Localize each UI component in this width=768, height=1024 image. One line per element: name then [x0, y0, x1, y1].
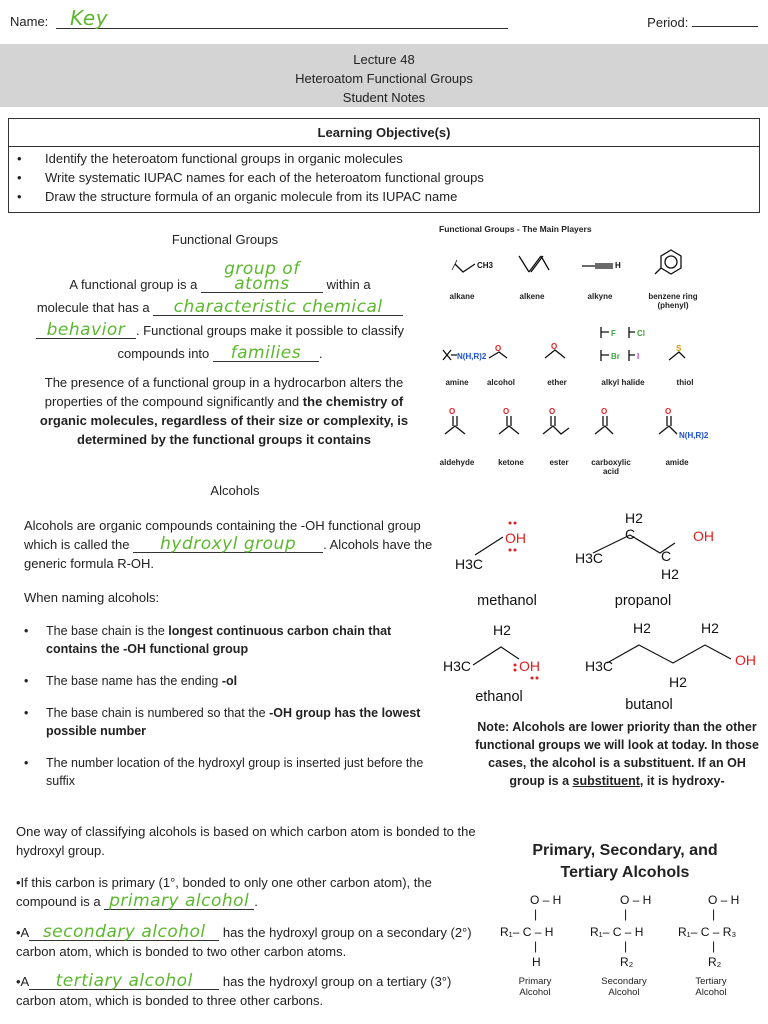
- name-row: [10, 6, 758, 34]
- atom-label: H2: [701, 620, 719, 636]
- fg-label-amide: amide: [665, 458, 689, 467]
- learning-objectives-box: [8, 118, 760, 213]
- objective-item: • Draw the structure formula of an organic molecule from its IUPAC name: [17, 187, 759, 206]
- pst-title-line: Tertiary Alcohols: [560, 864, 690, 881]
- atom-label: I: [637, 352, 640, 361]
- tertiary-definition: [16, 972, 486, 1010]
- fill-blank: [29, 922, 219, 942]
- atom-label: H2: [625, 510, 643, 526]
- atom-label: F: [611, 329, 616, 338]
- fg-label-halide: alkyl halide: [601, 378, 645, 387]
- alcohol-structures-figure: [435, 505, 768, 735]
- atom-label: C: [625, 526, 636, 542]
- name-label: Name:: [10, 14, 49, 29]
- svg-text:R₁– C – H: R₁– C – H: [590, 925, 644, 939]
- atom-label: OH: [735, 652, 756, 668]
- fg-label-alkane: alkane: [449, 292, 475, 301]
- text-span: The base name has the ending: [46, 674, 222, 688]
- primary-secondary-tertiary-figure: [490, 832, 760, 1022]
- text-span: molecule that has a: [36, 300, 150, 315]
- lecture-subtitle: Student Notes: [342, 90, 426, 105]
- naming-rule: [24, 672, 424, 690]
- fg-figure-title: Functional Groups - The Main Players: [439, 224, 592, 234]
- naming-rule: [24, 704, 424, 740]
- text-span: , it is hydroxy-: [639, 774, 725, 788]
- atom-label: OH: [693, 528, 714, 544]
- secondary-definition: [16, 923, 486, 961]
- fg-label-ketone: ketone: [498, 458, 524, 467]
- underlined-text: substituent: [572, 774, 640, 788]
- svg-text:O – H: O – H: [530, 893, 562, 907]
- molecule-name: propanol: [614, 593, 672, 609]
- svg-text:|: |: [624, 907, 628, 921]
- learning-objectives-title: Learning Objective(s): [9, 119, 759, 147]
- alcohols-heading: Alcohols: [210, 483, 260, 498]
- priority-note: [472, 718, 762, 790]
- naming-intro: When naming alcohols:: [24, 590, 160, 605]
- atom-label: H3C: [443, 658, 472, 674]
- molecule-name: ethanol: [475, 689, 523, 705]
- fg-label-aldehyde: aldehyde: [439, 458, 475, 467]
- atom-label: H2: [633, 620, 651, 636]
- text-span: The presence of a functional group in a hydrocarbon alters the properties of the compound significantly and: [44, 375, 404, 409]
- period-blank: [692, 14, 758, 27]
- functional-groups-heading: Functional Groups: [171, 232, 279, 247]
- text-span: .: [254, 894, 258, 909]
- fg-structures: [435, 222, 725, 482]
- atom-label: Br: [611, 352, 620, 361]
- atom-label: CH3: [477, 261, 494, 270]
- svg-text:R₁– C – R₃: R₁– C – R₃: [678, 925, 737, 939]
- handwritten-answer: secondary alcohol: [42, 922, 206, 942]
- svg-text:|: |: [712, 939, 716, 953]
- period-field[interactable]: [647, 14, 758, 30]
- fg-label-alkene: alkene: [519, 292, 545, 301]
- pst-label-primary: Primary Alcohol: [518, 976, 552, 998]
- pst-label-tertiary: Tertiary Alcohol: [695, 976, 727, 998]
- svg-text:|: |: [624, 939, 628, 953]
- naming-rules-list: [24, 622, 424, 804]
- svg-text:|: |: [534, 907, 538, 921]
- molecule-name: butanol: [625, 697, 673, 713]
- text-span: •A: [16, 974, 30, 989]
- atom-label: H2: [669, 674, 687, 690]
- text-span: •If this carbon is primary (1°, bonded to only one other carbon atom), the compound is a: [16, 875, 432, 909]
- atom-label: O: [665, 407, 672, 416]
- svg-text:H: H: [532, 955, 541, 969]
- fg-label-benzene: benzene ring (phenyl): [648, 292, 698, 310]
- fill-blank: [29, 971, 219, 991]
- fill-blank: [36, 320, 136, 340]
- learning-objectives-list: [9, 147, 759, 206]
- handwritten-answer: tertiary alcohol: [55, 971, 193, 991]
- text-span: within a: [326, 277, 371, 292]
- fill-blank: [104, 891, 254, 911]
- atom-label: N(H,R)2: [457, 352, 487, 361]
- classification-intro: One way of classifying alcohols is based on which carbon atom is bonded to the hydroxyl group.: [16, 824, 476, 858]
- text-span: The base chain is the: [46, 624, 169, 638]
- fill-blank: [153, 297, 403, 317]
- fill-blank: [201, 259, 323, 294]
- text-span: A functional group is a: [69, 277, 198, 292]
- atom-label: O: [551, 342, 558, 351]
- primary-definition: [16, 873, 486, 911]
- functional-group-effect: [28, 373, 420, 449]
- period-label: Period:: [647, 15, 689, 30]
- svg-text:R₁– C – H: R₁– C – H: [500, 925, 554, 939]
- atom-label: O: [449, 407, 456, 416]
- emphasis-text: -ol: [221, 674, 238, 688]
- atom-label: OH: [519, 658, 540, 674]
- pst-label-secondary: Secondary Alcohol: [601, 976, 647, 998]
- handwritten-answer: families: [230, 343, 302, 363]
- atom-label: H3C: [575, 550, 604, 566]
- handwritten-answer: hydroxyl group: [160, 534, 297, 554]
- fg-label-thiol: thiol: [676, 378, 694, 387]
- atom-label: O: [495, 344, 502, 353]
- molecule-name: methanol: [477, 593, 537, 609]
- atom-label: H3C: [585, 658, 614, 674]
- atom-label: C: [661, 548, 672, 564]
- fg-label-amine: amine: [445, 378, 469, 387]
- atom-label: Cl: [637, 329, 645, 338]
- text-span: .: [318, 346, 323, 361]
- atom-label: O: [549, 407, 556, 416]
- text-span: The base chain is numbered so that the: [46, 706, 270, 720]
- fg-label-ester: ester: [549, 458, 569, 467]
- atom-label: O: [503, 407, 510, 416]
- fill-blank: [213, 343, 319, 363]
- text-span: compounds into: [117, 346, 210, 361]
- text-span: . Functional groups make it possible to classify: [135, 323, 405, 338]
- functional-group-definition: [20, 259, 420, 365]
- objective-item: • Identify the heteroatom functional groups in organic molecules: [17, 149, 759, 168]
- fg-label-ether: ether: [547, 378, 567, 387]
- lecture-number: Lecture 48: [353, 52, 415, 67]
- objective-item: • Write systematic IUPAC names for each of the heteroatom functional groups: [17, 168, 759, 187]
- svg-text:|: |: [712, 907, 716, 921]
- text-span: The number location of the hydroxyl group is inserted just before the suffix: [46, 756, 424, 788]
- svg-text:R₂: R₂: [708, 955, 722, 969]
- atom-label: H3C: [455, 556, 484, 572]
- alcohols-definition: [24, 516, 444, 573]
- text-span: has the hydroxyl group on a tertiary (3°) carbon atom, which is bonded to three other carbons.: [16, 974, 452, 1008]
- svg-text:|: |: [534, 939, 538, 953]
- atom-label: H2: [661, 566, 679, 582]
- atom-label: OH: [505, 530, 526, 546]
- pst-title-line: Primary, Secondary, and: [532, 842, 718, 859]
- atom-label: H2: [493, 622, 511, 638]
- naming-rule: [24, 754, 424, 790]
- fg-label-carboxylic-acid: carboxylic acid: [591, 458, 631, 476]
- text-span: . Alcohols have the generic formula R-OH.: [24, 537, 433, 571]
- svg-text:O – H: O – H: [620, 893, 652, 907]
- atom-label: S: [676, 344, 682, 353]
- lecture-title: Heteroatom Functional Groups: [295, 71, 473, 86]
- handwritten-answer: group of atoms: [224, 259, 300, 294]
- fill-blank: [133, 534, 323, 554]
- title-banner: [0, 44, 768, 107]
- svg-text:R₂: R₂: [620, 955, 634, 969]
- name-field[interactable]: [56, 6, 508, 30]
- handwritten-answer: behavior: [46, 320, 126, 340]
- functional-groups-figure: [435, 222, 725, 482]
- name-value: Key: [70, 6, 109, 30]
- fg-label-alcohol: alcohol: [486, 378, 515, 387]
- svg-text:O – H: O – H: [708, 893, 740, 907]
- emphasis-text: longest continuous carbon chain that contains the -OH functional group: [46, 624, 392, 656]
- atom-label: N(H,R)2: [679, 431, 709, 440]
- text-span: has the hydroxyl group on a secondary (2°) carbon atom, which is bonded to two other carbon atoms.: [16, 925, 472, 959]
- emphasis-text: the chemistry of organic molecules, regardless of their size or complexity, is determined by the functional groups it contains: [39, 394, 409, 447]
- emphasis-text: -OH group has the lowest possible number: [46, 706, 421, 738]
- text-span: Alcohols are organic compounds containing the -OH functional group which is called the: [24, 518, 421, 552]
- handwritten-answer: primary alcohol: [109, 891, 250, 911]
- text-span: Note: Alcohols are lower priority than the other functional groups we will look at today. In those cases, the alcohol is a substituent. If an OH group is a: [475, 720, 759, 788]
- atom-label: H: [615, 261, 621, 270]
- atom-label: O: [601, 407, 608, 416]
- fg-label-alkyne: alkyne: [587, 292, 613, 301]
- handwritten-answer: characteristic chemical: [173, 297, 383, 317]
- text-span: •A: [16, 925, 30, 940]
- naming-rule: [24, 622, 424, 658]
